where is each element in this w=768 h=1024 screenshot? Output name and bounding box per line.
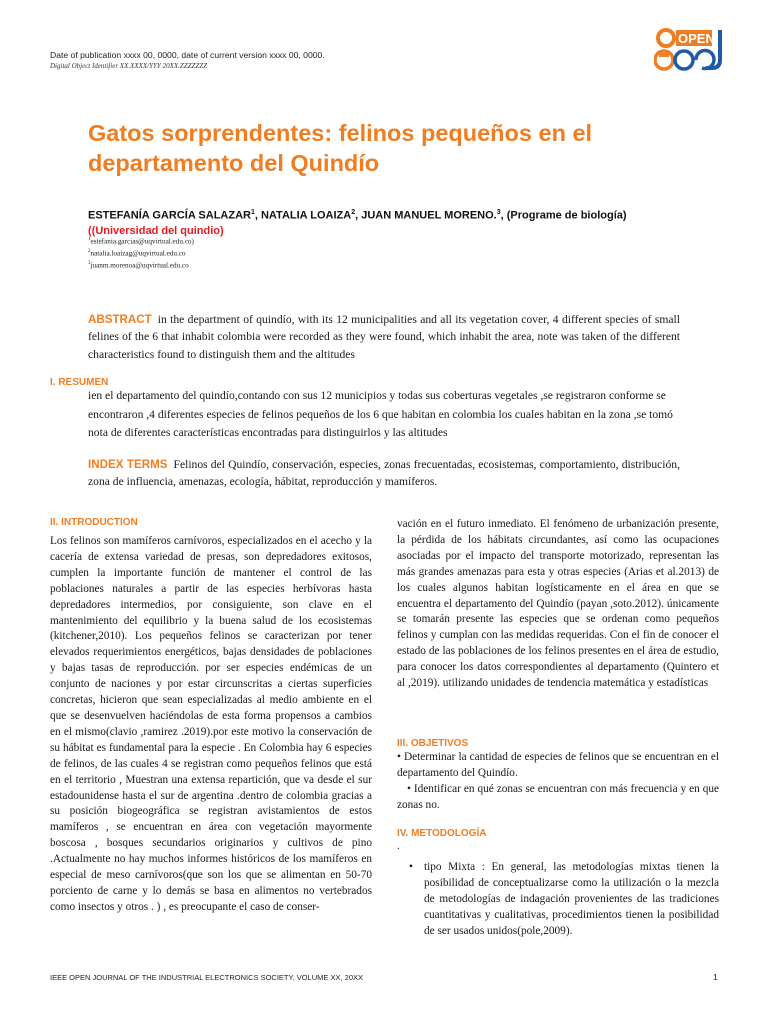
publication-date-line: Date of publication xxxx 00, 0000, date of current version xxxx 00, 0000.: [50, 50, 325, 60]
email-marker: 1: [88, 237, 91, 242]
section-heading-metodologia: IV. METODOLOGÍA: [397, 828, 487, 839]
paper-title: Gatos sorprendentes: felinos pequeños en el departamento del Quindío: [88, 120, 593, 176]
abstract-label: ABSTRACT: [88, 313, 152, 326]
index-terms-section: [88, 456, 680, 490]
resumen-text: ien el departamento del quindío,contando con sus 12 municipios y todas sus coberturas vegetales ,se registraron conforme se encontraron ,4 diferentes especies de felinos pequeños de los 6 que habitan en colombia los cuales habitan en la zona ,se tomó nota de diferentes características encontradas para distinguirlos y las altitudes: [88, 389, 673, 440]
email-line: [88, 235, 194, 247]
abstract-section: [88, 311, 680, 363]
journal-footer: IEEE OPEN JOURNAL OF THE INDUSTRIAL ELECTRONICS SOCIETY. VOLUME XX, 20XX: [50, 973, 363, 982]
page-number: 1: [713, 972, 718, 982]
author-name: , NATALIA LOAIZA: [254, 209, 352, 222]
logo-text: OPEN: [678, 31, 715, 46]
objective-item: • Determinar la cantidad de especies de felinos que se encuentran en el departamento del Quindío.: [397, 751, 719, 779]
author-list: [88, 205, 688, 239]
affiliation-marker: 1: [250, 209, 255, 216]
index-terms-text: Felinos del Quindío, conservación, especies, zonas frecuentadas, ecosistemas, comportamiento, distribución, zona de influencia, amenazas, ecología, hábitat, reproducción y mamíferos.: [88, 458, 681, 488]
metodologia-item: tipo Mixta : En general, las metodologías mixtas tienen la posibilidad de conceptualizarse como la utilización o la mezcla de metodologías de indagación provenientes de las tradiciones cuantitativas y cualitativas, procedimientos tienen la posibilidad de ser usados unidos(pole,2009).: [424, 861, 719, 937]
email-line: [88, 247, 194, 259]
index-terms-label: INDEX TERMS: [88, 458, 168, 471]
email-list: [88, 235, 194, 271]
affiliation-marker: 2: [351, 209, 356, 216]
doi-line: Digital Object Identifier XX.XXXX/YYY 20XX.ZZZZZZZ: [50, 62, 208, 70]
section-heading-objetivos: III. OBJETIVOS: [397, 738, 469, 749]
author-name: , JUAN MANUEL MORENO.: [355, 209, 497, 222]
email-address: juanm.morenoa@uqvirtual.edu.co: [90, 261, 189, 270]
introduction-text-left: Los felinos son mamíferos carnívoros, especializados en el acecho y la cacería de extensa variedad de presas, son depredadores exitosos, cumplen la importante función de mantener el control de las poblaciones naturales a partir de las especies herbívoras hasta depredadores intermedios, por consiguiente, son clave en el mantenimiento del equilibrio y la buena salud de los ecosistemas (kitchener,2010). Los pequeños felinos se caracterizan por tener elevados requerimientos energéticos, bajas densidades de poblaciones y bajas tasas de reproducción. por ser especies endémicas de un conjunto de naciones y por estar circunscritas a ciertas superficies concretas, hicieron que sean especializadas al medio ambiente en el que se desenvuelven haciéndolas de esta forma propensos a cambios en el mismo(clavio ,ramirez .2019).por este motivo la conservación de su hábitat es fundamental para la especie . En Colombia hay 6 especies de felinos, de las cuales 4 se registran como pequeños felinos que está en el territorio , Muestran una extensa repartición, que va desde el sur estadounidense hasta el sur de argentina .dentro de colombia gracias a su posición biogeográfica se registran avistamientos de estos mamíferos , se encuentran en área con vegetación mayormente boscosa , bosques secundarios originarios y cultivos de pino .Actualmente no hay muchos informes históricos de los mamíferos en especial de meso carnívoros(que son los que se alimentan en 50-70 porciento de carne y lo demás se basa en alimentos no vertebrados como insectos y otros . ) , es preocupante el caso de conser-: [50, 535, 372, 913]
objetivos-list: [397, 750, 719, 814]
program-name: , (Programe de biología): [500, 209, 627, 222]
email-line: [88, 259, 194, 271]
open-journal-logo: [654, 26, 728, 74]
affiliation-marker: 3: [496, 209, 501, 216]
section-heading-introduction: II. INTRODUCTION: [50, 517, 138, 528]
open-logo-icon: [654, 26, 728, 74]
objective-item: • Identificar en qué zonas se encuentran con más frecuencia y en que zonas no.: [397, 782, 719, 811]
email-marker: 3: [88, 261, 91, 267]
metodologia-list: [410, 860, 719, 940]
email-address: estefania.garcias@uqvirtual.edu.co): [90, 237, 194, 246]
university-name: ((Universidad del quindio): [88, 224, 224, 237]
email-marker: 2: [88, 249, 91, 255]
introduction-text-right: vación en el futuro inmediato. El fenómeno de urbanización presente, la pérdida de los hábitats circundantes, así como las ocupaciones asociadas por el impacto del transporte motorizado, representan las más grandes amenazas para esta y otras especies (Arias et al.2013) de los cuales algunos habitan logísticamente en el área en que se encuentra el departamento del Quindío (payan ,soto.2012). únicamente se tomarán presente las especies que se ordenan como pequeños felinos y cumplan con las medidas requeridas. Con el fin de conocer el estado de las poblaciones de los felinos presentes en el área de estudio, para conocer los datos correspondientes al departamento (Quintero et al ,2019). utilizando unidades de tendencia matemática y estadísticas: [397, 518, 719, 690]
stray-period: .: [397, 840, 400, 852]
section-heading-resumen: I. RESUMEN: [50, 377, 109, 388]
bullet-icon: •: [409, 861, 413, 873]
author-name: ESTEFANÍA GARCÍA SALAZAR: [88, 209, 251, 222]
abstract-text: in the department of quindío, with its 12 municipalities and all its vegetation cover, 4 different species of small felines of the 6 that inhabit colombia were recorded as they were found, which inhabit the area, note was taken of the different characteristics found to distinguish them and the altitudes: [88, 313, 680, 361]
email-address: natalia.loaizag@uqvirtual.edu.co: [90, 249, 186, 258]
